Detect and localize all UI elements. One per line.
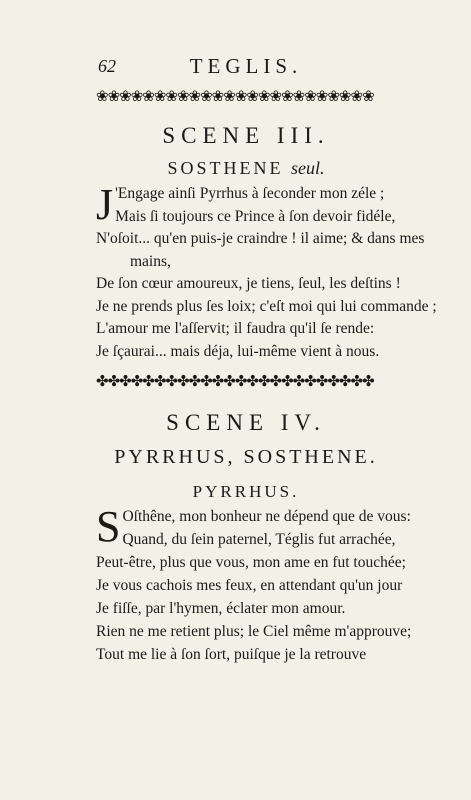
verse-line: Tout me lie à ſon ſort, puiſque je la retrouve [96,646,367,663]
drop-cap: J [96,180,114,229]
verse-line: Rien ne me retient plus; le Ciel même m'approuve; [96,623,412,640]
verse-line: Je fiſſe, par l'hymen, éclater mon amour. [96,600,346,617]
verse-line-continuation: mains, [130,252,171,270]
speaker-name: SOSTHENE [167,158,284,178]
drop-cap: S [96,502,121,551]
verse-line: Quand, du ſein paternel, Téglis fut arrachée, [122,531,396,548]
verse-line: De ſon cœur amoureux, je tiens, ſeul, les deſtins ! [96,275,401,292]
scene-4-speaker: PYRRHUS. [192,482,300,501]
scene-3-verse [96,180,437,363]
verse-line: N'oſoit... qu'en puis-je craindre ! il aime; & dans mes [96,230,425,247]
verse-line: Je ſçaurai... mais déja, lui-même vient à nous. [96,342,380,360]
verse-line: Je vous cachois mes feux, en attendant qu'un jour [96,577,403,594]
verse-line: L'amour me l'aſſervit; il faudra qu'il ſe rende: [96,320,375,337]
running-head: TEGLIS. [189,54,303,78]
verse-line: Peut-être, plus que vous, mon ame en fut touchée; [96,554,406,571]
page-number: 62 [98,56,116,76]
scene-4-verse [96,502,412,666]
scene-3-title: SCENE III. [162,123,330,148]
verse-line: J 'Engage ainſi Pyrrhus à ſeconder mon zéle ; [96,180,385,229]
ornament-band-top: ❀❀❀❀❀❀❀❀❀❀❀❀❀❀❀❀❀❀❀❀❀❀❀❀ [96,87,374,105]
scene-3-speaker [96,158,396,179]
page-header [96,48,396,78]
scene-4-title: SCENE IV. [166,410,326,435]
stage-direction: seul. [291,158,325,178]
verse-line: S Oſthêne, mon bonheur ne dépend que de vous: [96,502,411,551]
ornament-band-middle: ✤✤✤✤✤✤✤✤✤✤✤✤✤✤✤✤✤✤✤✤✤✤✤✤ [96,372,374,390]
scene-4-characters: PYRRHUS, SOSTHENE. [114,446,378,468]
verse-line: Je ne prends plus ſes loix; c'eſt moi qui lui commande ; [96,297,437,315]
verse-line: Mais ſi toujours ce Prince à ſon devoir fidéle, [115,207,396,225]
